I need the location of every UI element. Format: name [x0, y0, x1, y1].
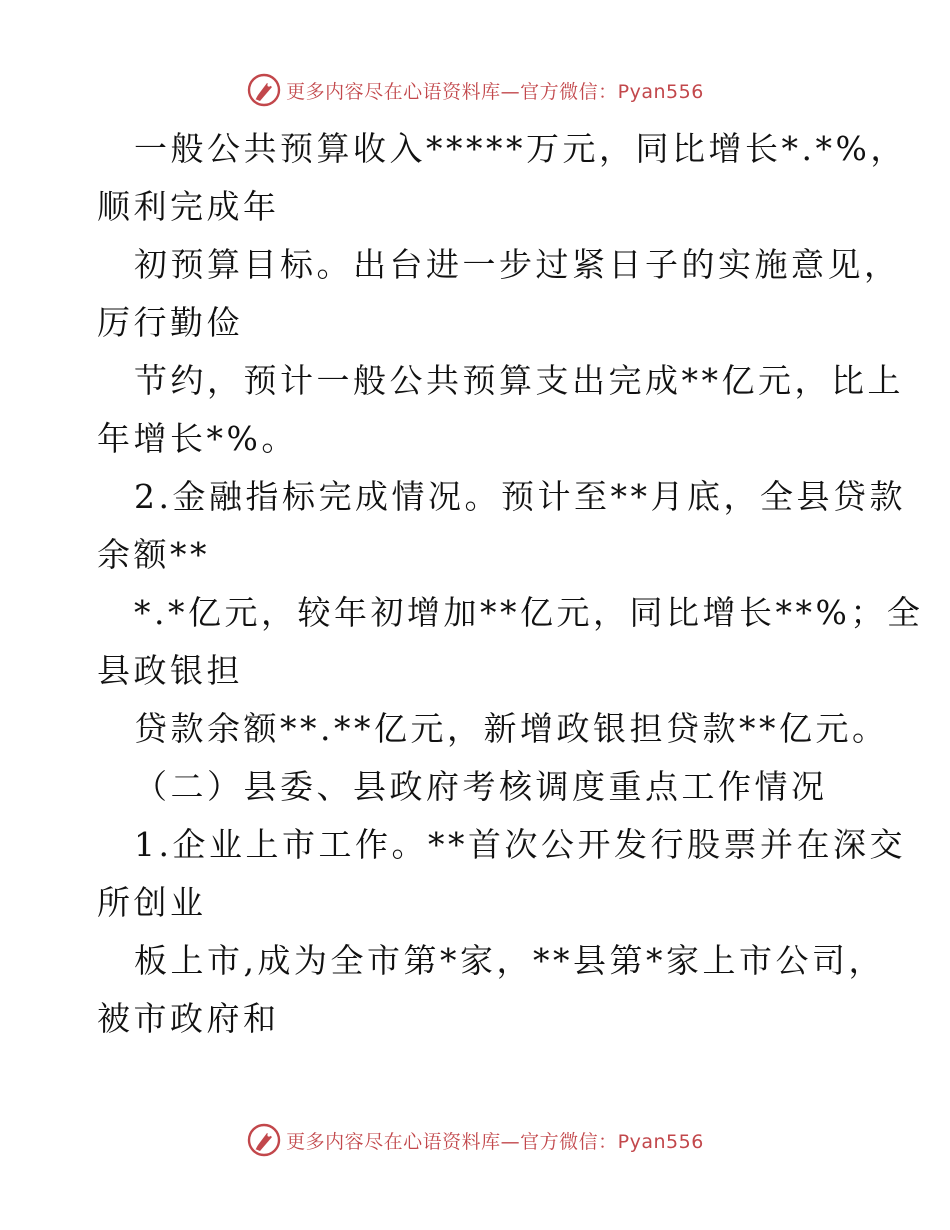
- header-watermark: [0, 70, 950, 110]
- footer-watermark-text: 更多内容尽在心语资料库—官方微信：Pyan556: [286, 1130, 704, 1153]
- document-body: [97, 120, 924, 1048]
- body-line: 被市政府和: [97, 999, 280, 1038]
- body-line: 节约，预计一般公共预算支出完成**亿元，比上: [134, 361, 904, 400]
- body-line: *.*亿元，较年初增加**亿元，同比增长**%；全: [134, 593, 924, 632]
- body-line: 板上市,成为全市第*家，**县第*家上市公司，: [134, 941, 885, 980]
- body-line: 厉行勤俭: [97, 303, 243, 342]
- section-heading-financial-indicators: 2.金融指标完成情况。预计至**月底，全县贷款: [134, 477, 906, 516]
- body-line: 年增长*%。: [97, 419, 298, 458]
- body-line: 一般公共预算收入*****万元，同比增长*.*%，: [134, 129, 907, 168]
- section-heading-listing: 1.企业上市工作。**首次公开发行股票并在深交: [134, 825, 906, 864]
- body-line: 贷款余额**.**亿元，新增政银担贷款**亿元。: [134, 709, 889, 748]
- body-line: 初预算目标。出台进一步过紧日子的实施意见，: [134, 245, 901, 284]
- section-heading-key-work: （二）县委、县政府考核调度重点工作情况: [134, 767, 828, 806]
- pen-nib-circle-icon: [246, 1122, 282, 1158]
- pen-nib-circle-icon: [246, 72, 282, 108]
- body-line: 顺利完成年: [97, 187, 280, 226]
- footer-watermark: [0, 1120, 950, 1160]
- body-line: 所创业: [97, 883, 207, 922]
- body-line: 余额**: [97, 535, 210, 574]
- body-line: 县政银担: [97, 651, 243, 690]
- header-watermark-text: 更多内容尽在心语资料库—官方微信：Pyan556: [286, 80, 704, 103]
